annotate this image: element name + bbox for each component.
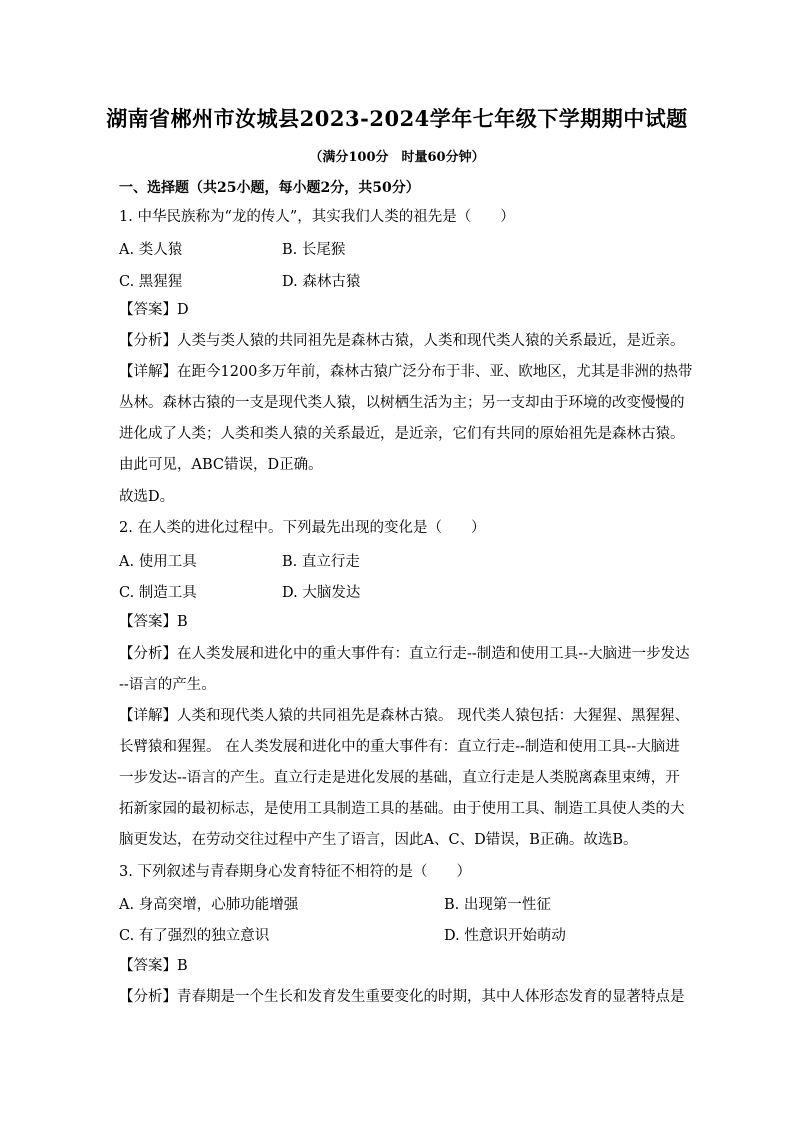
question-1-option-a: A. 类人猿 <box>119 242 183 258</box>
question-1-stem: 1. 中华民族称为“龙的传人”，其实我们人类的祖先是（ ） <box>119 209 515 225</box>
question-2-option-a: A. 使用工具 <box>119 554 197 570</box>
question-1-detail-line: 丛林。森林古猿的一支是现代类人猿，以树栖生活为主；另一支却由于环境的改变慢慢的 <box>119 395 685 411</box>
question-2-detail-line: 拓新家园的最初标志，是使用工具制造工具的基础。由于使用工具、制造工具使人类的大 <box>119 801 685 817</box>
question-3-analysis-line: 【分析】青春期是一个生长和发育发生重要变化的时期，其中人体形态发育的显著特点是 <box>119 989 685 1005</box>
question-1-conclusion: 故选D。 <box>119 489 175 505</box>
question-1-detail-line: 进化成了人类；人类和类人猿的关系最近，是近亲，它们有共同的原始祖先是森林古猿。 <box>119 426 685 442</box>
question-1-analysis: 【分析】人类与类人猿的共同祖先是森林古猿，人类和现代类人猿的关系最近，是近亲。 <box>119 333 685 349</box>
question-1-option-b: B. 长尾猴 <box>282 242 346 258</box>
question-2-detail-line: 长臂猿和猩猩。 在人类发展和进化中的重大事件有：直立行走--制造和使用工具--大脑进 <box>119 739 680 755</box>
question-2-detail-line: 一步发达--语言的产生。直立行走是进化发展的基础，直立行走是人类脱离森里束缚，开 <box>119 770 680 786</box>
page-subtitle: （满分100分 时量60分钟） <box>309 150 485 165</box>
question-3-option-d: D. 性意识开始萌动 <box>444 928 566 944</box>
question-3-stem: 3. 下列叙述与青春期身心发育特征不相符的是（ ） <box>119 864 471 880</box>
question-2-answer: 【答案】B <box>119 614 188 630</box>
question-2-option-c: C. 制造工具 <box>119 585 197 601</box>
question-2-detail-line: 脑更发达，在劳动交往过程中产生了语言，因此A、C、D错误，B正确。故选B。 <box>119 832 638 848</box>
question-1-answer: 【答案】D <box>119 302 189 318</box>
question-2-option-b: B. 直立行走 <box>282 554 360 570</box>
question-1-option-c: C. 黑猩猩 <box>119 274 183 290</box>
question-2-analysis-line: --语言的产生。 <box>119 677 216 693</box>
question-2-option-d: D. 大脑发达 <box>282 585 361 601</box>
page-title: 湖南省郴州市汝城县2023-2024学年七年级下学期期中试题 <box>106 106 688 131</box>
question-3-option-a: A. 身高突增，心肺功能增强 <box>119 897 299 913</box>
question-1-detail-line: 【详解】在距今1200多万年前，森林古猿广泛分布于非、亚、欧地区，尤其是非洲的热带 <box>119 364 693 380</box>
question-1-detail-line: 由此可见，ABC错误，D正确。 <box>119 457 323 473</box>
section-heading: 一、选择题（共25小题，每小题2分，共50分） <box>119 180 420 196</box>
question-3-answer: 【答案】B <box>119 958 188 974</box>
question-1-option-d: D. 森林古猿 <box>282 274 361 290</box>
question-2-analysis-line: 【分析】在人类发展和进化中的重大事件有：直立行走--制造和使用工具--大脑进一步发达 <box>119 646 690 662</box>
question-3-option-b: B. 出现第一性征 <box>444 897 551 913</box>
question-2-detail-line: 【详解】人类和现代类人猿的共同祖先是森林古猿。 现代类人猿包括：大猩猩、黑猩猩、 <box>119 708 690 724</box>
question-2-stem: 2. 在人类的进化过程中。下列最先出现的变化是（ ） <box>119 520 486 536</box>
question-3-option-c: C. 有了强烈的独立意识 <box>119 928 270 944</box>
